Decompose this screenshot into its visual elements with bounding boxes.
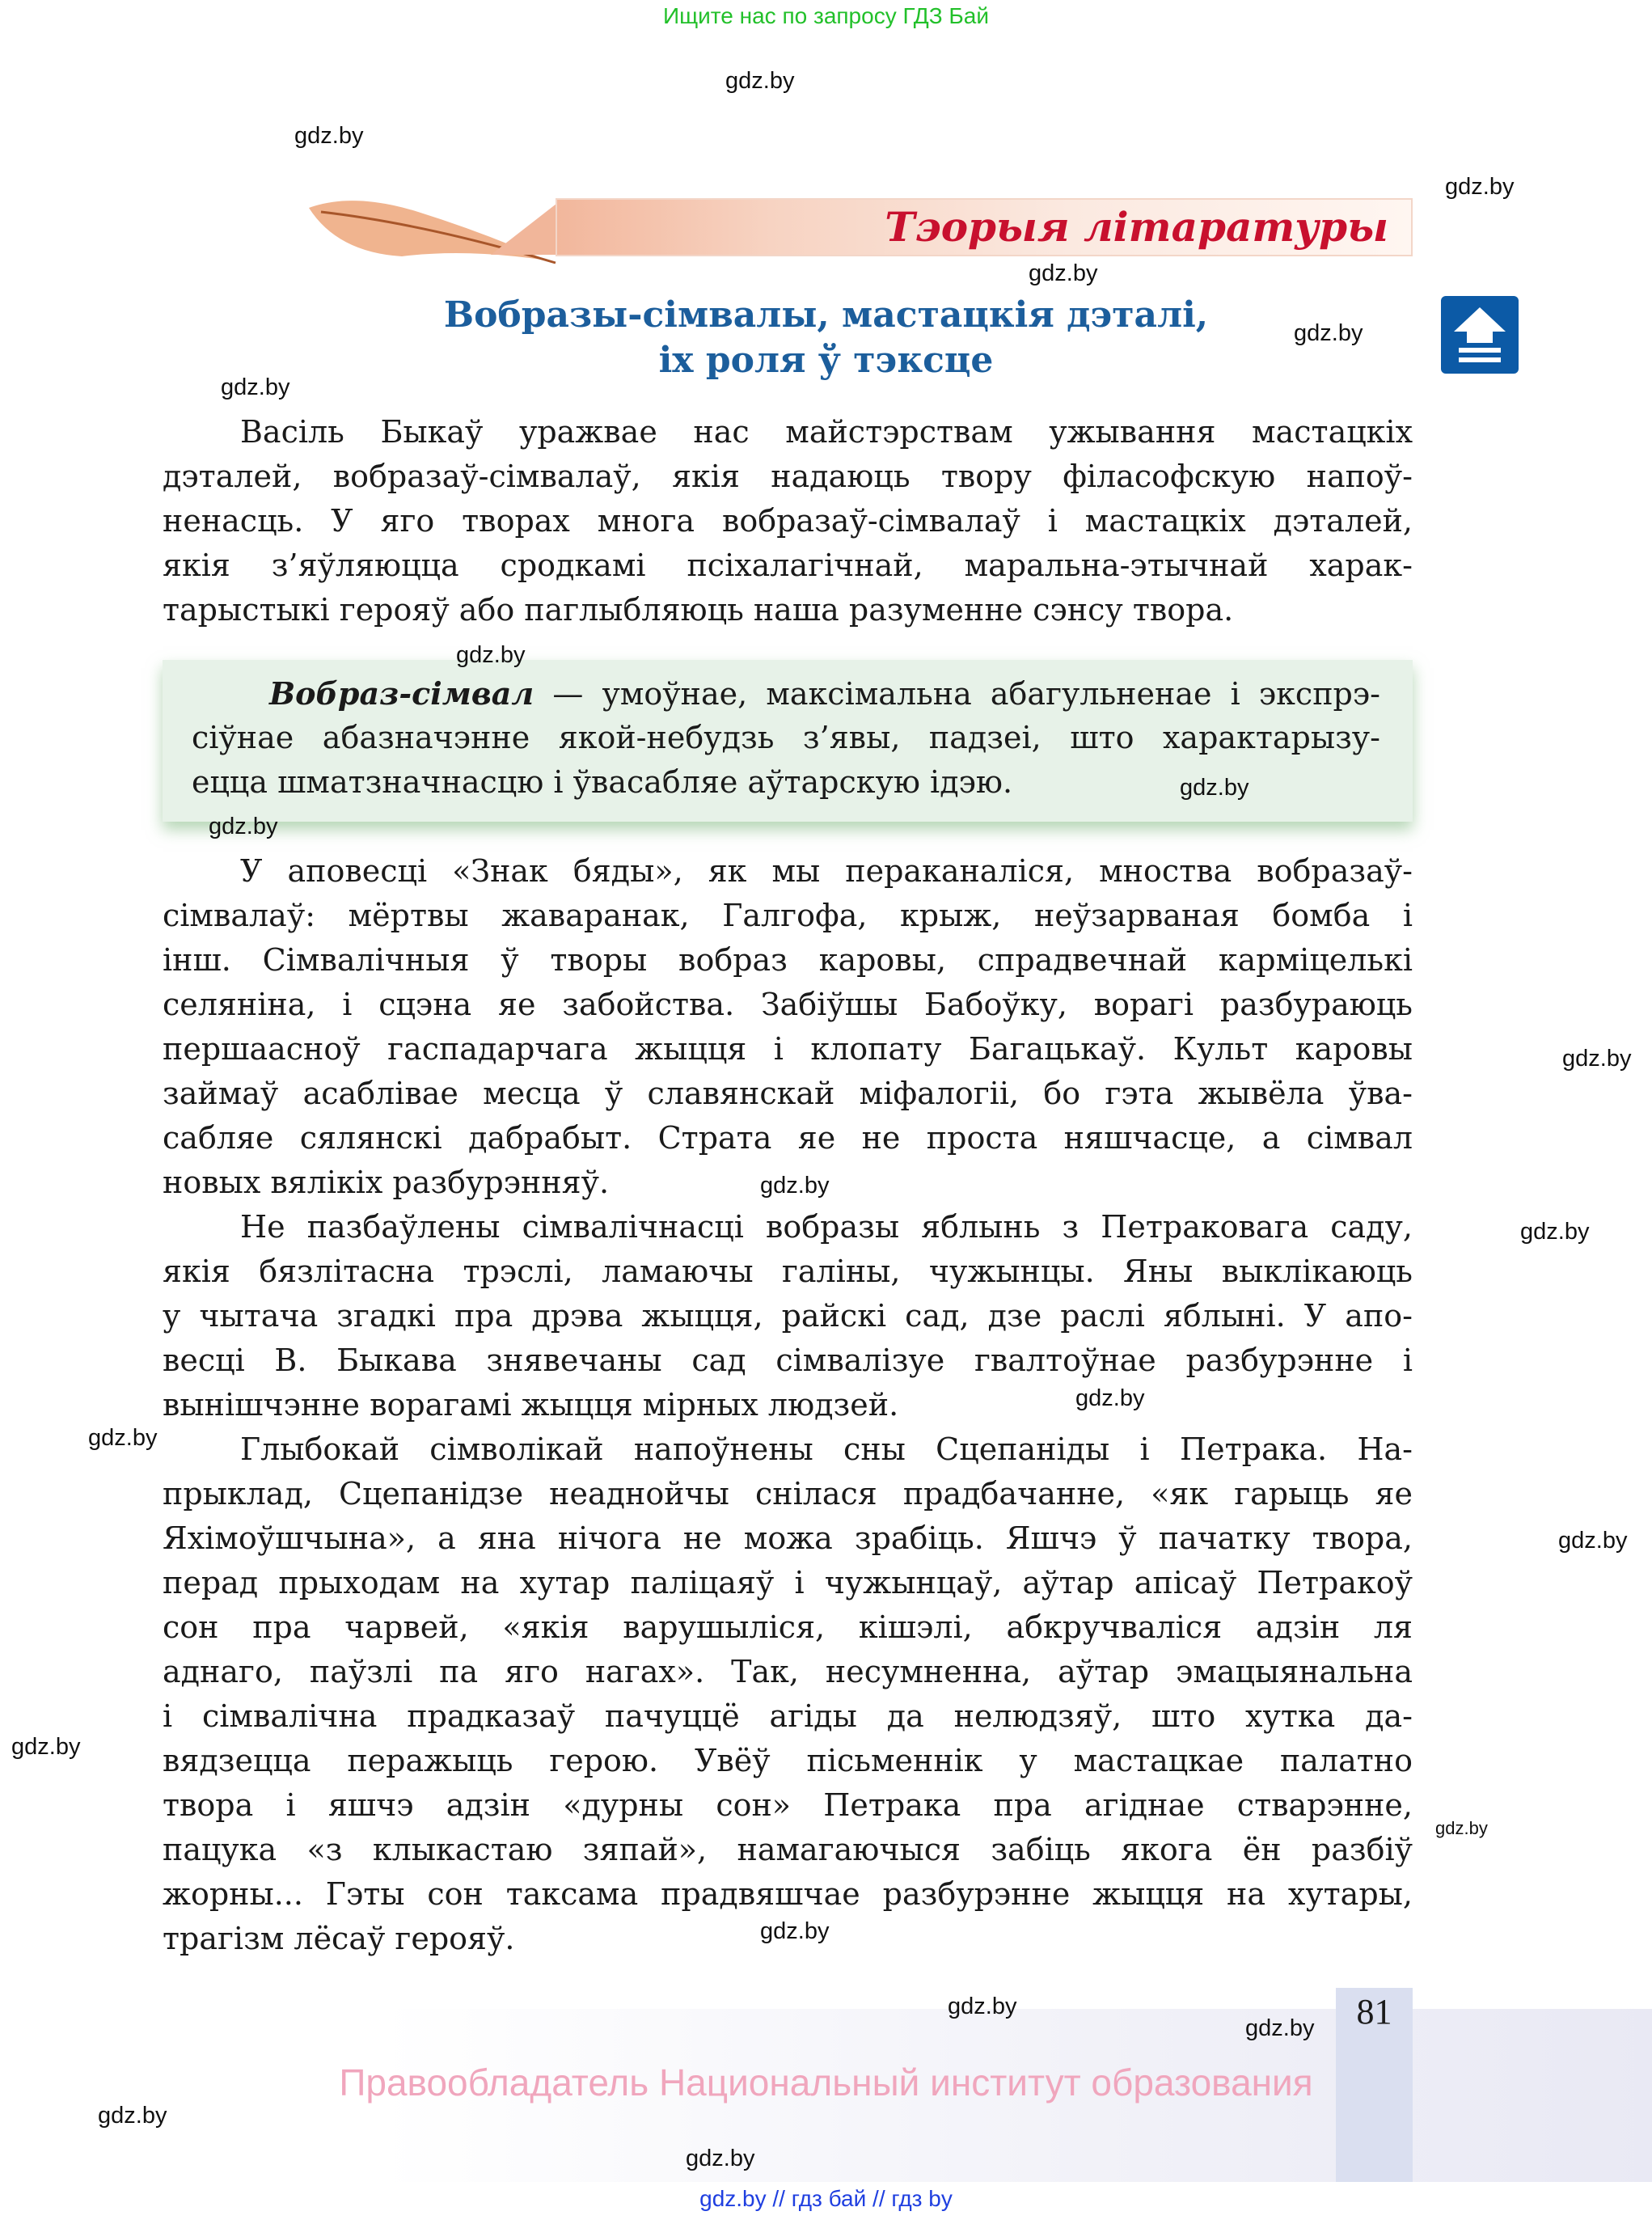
banner-title: Тэорыя літаратуры (885, 203, 1388, 251)
section-heading-line2: іх роля ў тэксце (658, 340, 994, 381)
watermark: gdz.by (1435, 1818, 1488, 1838)
watermark: gdz.by (98, 2103, 167, 2129)
section-banner (305, 198, 1413, 255)
watermark: gdz.by (1245, 2015, 1315, 2041)
watermark: gdz.by (88, 1425, 158, 1451)
section-heading-line1: Вобразы-сімвалы, мастацкія дэталі, (443, 294, 1209, 336)
watermark: gdz.by (209, 814, 278, 839)
watermark: gdz.by (760, 1918, 830, 1944)
watermark: gdz.by (1180, 775, 1249, 801)
body-text (163, 849, 1413, 1961)
text-line: у чытача згадкі пра дрэва жыцця, райскі сад, дзе раслі яблыні. У апо- (163, 1298, 1413, 1334)
copyright-notice: Правообладатель Национальный институт образования (339, 2061, 1313, 2103)
watermark: gdz.by (948, 1994, 1017, 2019)
banner-decoration (491, 198, 564, 255)
text-line: першаасноў гаспадарчага жыцця і клопату Багацькаў. Культ каровы (163, 1031, 1413, 1067)
text-line: сон пра чарвей, «якія варушыліся, кішэлі, абкручваліся адзін ля (163, 1609, 1413, 1645)
watermark: gdz.by (1562, 1046, 1632, 1072)
text-line: інш. Сімвалічныя ў творы вобраз каровы, спрадвечнай карміцелькі (163, 942, 1413, 978)
text-line: Глыбокай сімволікай напоўнены сны Сцепаніды і Петрака. На- (240, 1431, 1413, 1467)
watermark: gdz.by (1075, 1385, 1145, 1411)
watermark: gdz.by (1029, 260, 1098, 286)
watermark: gdz.by (725, 68, 795, 94)
text-line: якія з’яўляюцца сродкамі псіхалагічнай, маральна-этычнай харак- (163, 548, 1413, 583)
page-number: 81 (1356, 1992, 1392, 2032)
text-line: і сімвалічна прадказаў пачуццё агіды да нелюдзяў, што хутка да- (163, 1698, 1413, 1734)
text-line: Васіль Быкаў уражвае нас майстэрствам ужывання мастацкіх (240, 414, 1413, 450)
watermark: gdz.by (1520, 1219, 1590, 1245)
watermark: gdz.by (456, 642, 526, 668)
text-line: твора і яшчэ адзін «дурны сон» Петрака пра агіднае стварэнне, (163, 1787, 1413, 1823)
watermark: gdz.by (1445, 174, 1515, 200)
text-line: сабляе сялянскі дабрабыт. Страта яе не проста няшчасце, а сімвал (163, 1120, 1413, 1156)
text-line: сімвалаў: мёртвы жаваранак, Галгофа, крыж, неўзарваная бомба і (163, 898, 1413, 933)
definition-term: Вобраз-сімвал (269, 675, 534, 712)
text-line: вядзецца перажыць герою. Увёў пісьменнік у мастацкае палатно (163, 1743, 1413, 1778)
bottom-links[interactable]: gdz.by // гдз бай // гдз by (699, 2186, 953, 2211)
definition-line: сіўнае абазначэнне якой-небудзь з’явы, падзеі, што характарызу- (192, 720, 1380, 755)
watermark: gdz.by (11, 1734, 81, 1760)
text-line: Не пазбаўлены сімвалічнасці вобразы яблынь з Петраковага саду, (240, 1209, 1413, 1245)
watermark: gdz.by (294, 123, 364, 149)
watermark: gdz.by (760, 1173, 830, 1199)
text-line: жорны... Гэты сон таксама прадвяшчае разбурэнне жыцця на хутары, (163, 1876, 1413, 1912)
definition-line: — умоўнае, максімальна абагульненае і экспрэ- (534, 676, 1380, 712)
text-line: аднаго, паўзлі па яго нагах». Так, несумненна, аўтар эмацыянальна (163, 1654, 1413, 1689)
text-line: У аповесці «Знак бяды», як мы пераканаліся, мноства вобразаў- (240, 853, 1413, 889)
watermark: gdz.by (221, 374, 290, 400)
banner-strip (556, 198, 1413, 256)
watermark: gdz.by (686, 2146, 755, 2171)
text-line: тарыстыкі герояў або паглыбляюць наша разуменне сэнсу твора. (163, 592, 1234, 628)
search-hint-link[interactable]: Ищите нас по запросу ГДЗ Бай (662, 3, 990, 28)
text-line: якія бязлітасна трэслі, ламаючы галіны, чужынцы. Яны выклікаюць (163, 1254, 1413, 1289)
text-line: пацука «з клыкастаю зяпай», намагаючыся забіць якога ён разбіў (163, 1832, 1413, 1867)
text-line: трагізм лёсаў герояў. (163, 1921, 515, 1956)
text-line: перад прыходам на хутар паліцаяў і чужынцаў, аўтар апісаў Петракоў (163, 1565, 1413, 1600)
text-line: Яхімоўшчына», а яна нічога не можа зрабіць. Яшчэ ў пачатку твора, (163, 1520, 1413, 1556)
text-line: селяніна, і сцэна яе забойства. Забіўшы Бабоўку, ворагі разбураюць (163, 987, 1413, 1022)
text-line: вынішчэнне ворагамі жыцця мірных людзей. (163, 1387, 899, 1423)
text-line: займаў асаблівае месца ў славянскай міфалогіі, бо гэта жывёла ўва- (163, 1076, 1413, 1111)
upload-icon[interactable] (1441, 296, 1519, 374)
definition-line: ецца шматзначнасцю і ўвасабляе аўтарскую ідэю. (192, 764, 1013, 800)
text-line: ненасць. У яго творах многа вобразаў-сімвалаў і мастацкіх дэталей, (163, 503, 1413, 539)
text-line: новых вялікіх разбурэнняў. (163, 1165, 610, 1200)
watermark: gdz.by (1558, 1528, 1628, 1554)
intro-paragraph (163, 410, 1413, 632)
text-line: дэталей, вобразаў-сімвалаў, якія надаюць твору філасофскую напоў- (163, 459, 1413, 494)
text-line: прыклад, Сцепанідзе неаднойчы снілася прадбачанне, «як гарыць яе (163, 1476, 1413, 1512)
watermark: gdz.by (1294, 320, 1363, 346)
text-line: весці В. Быкава знявечаны сад сімвалізуе гвалтоўнае разбурэнне і (163, 1342, 1413, 1378)
